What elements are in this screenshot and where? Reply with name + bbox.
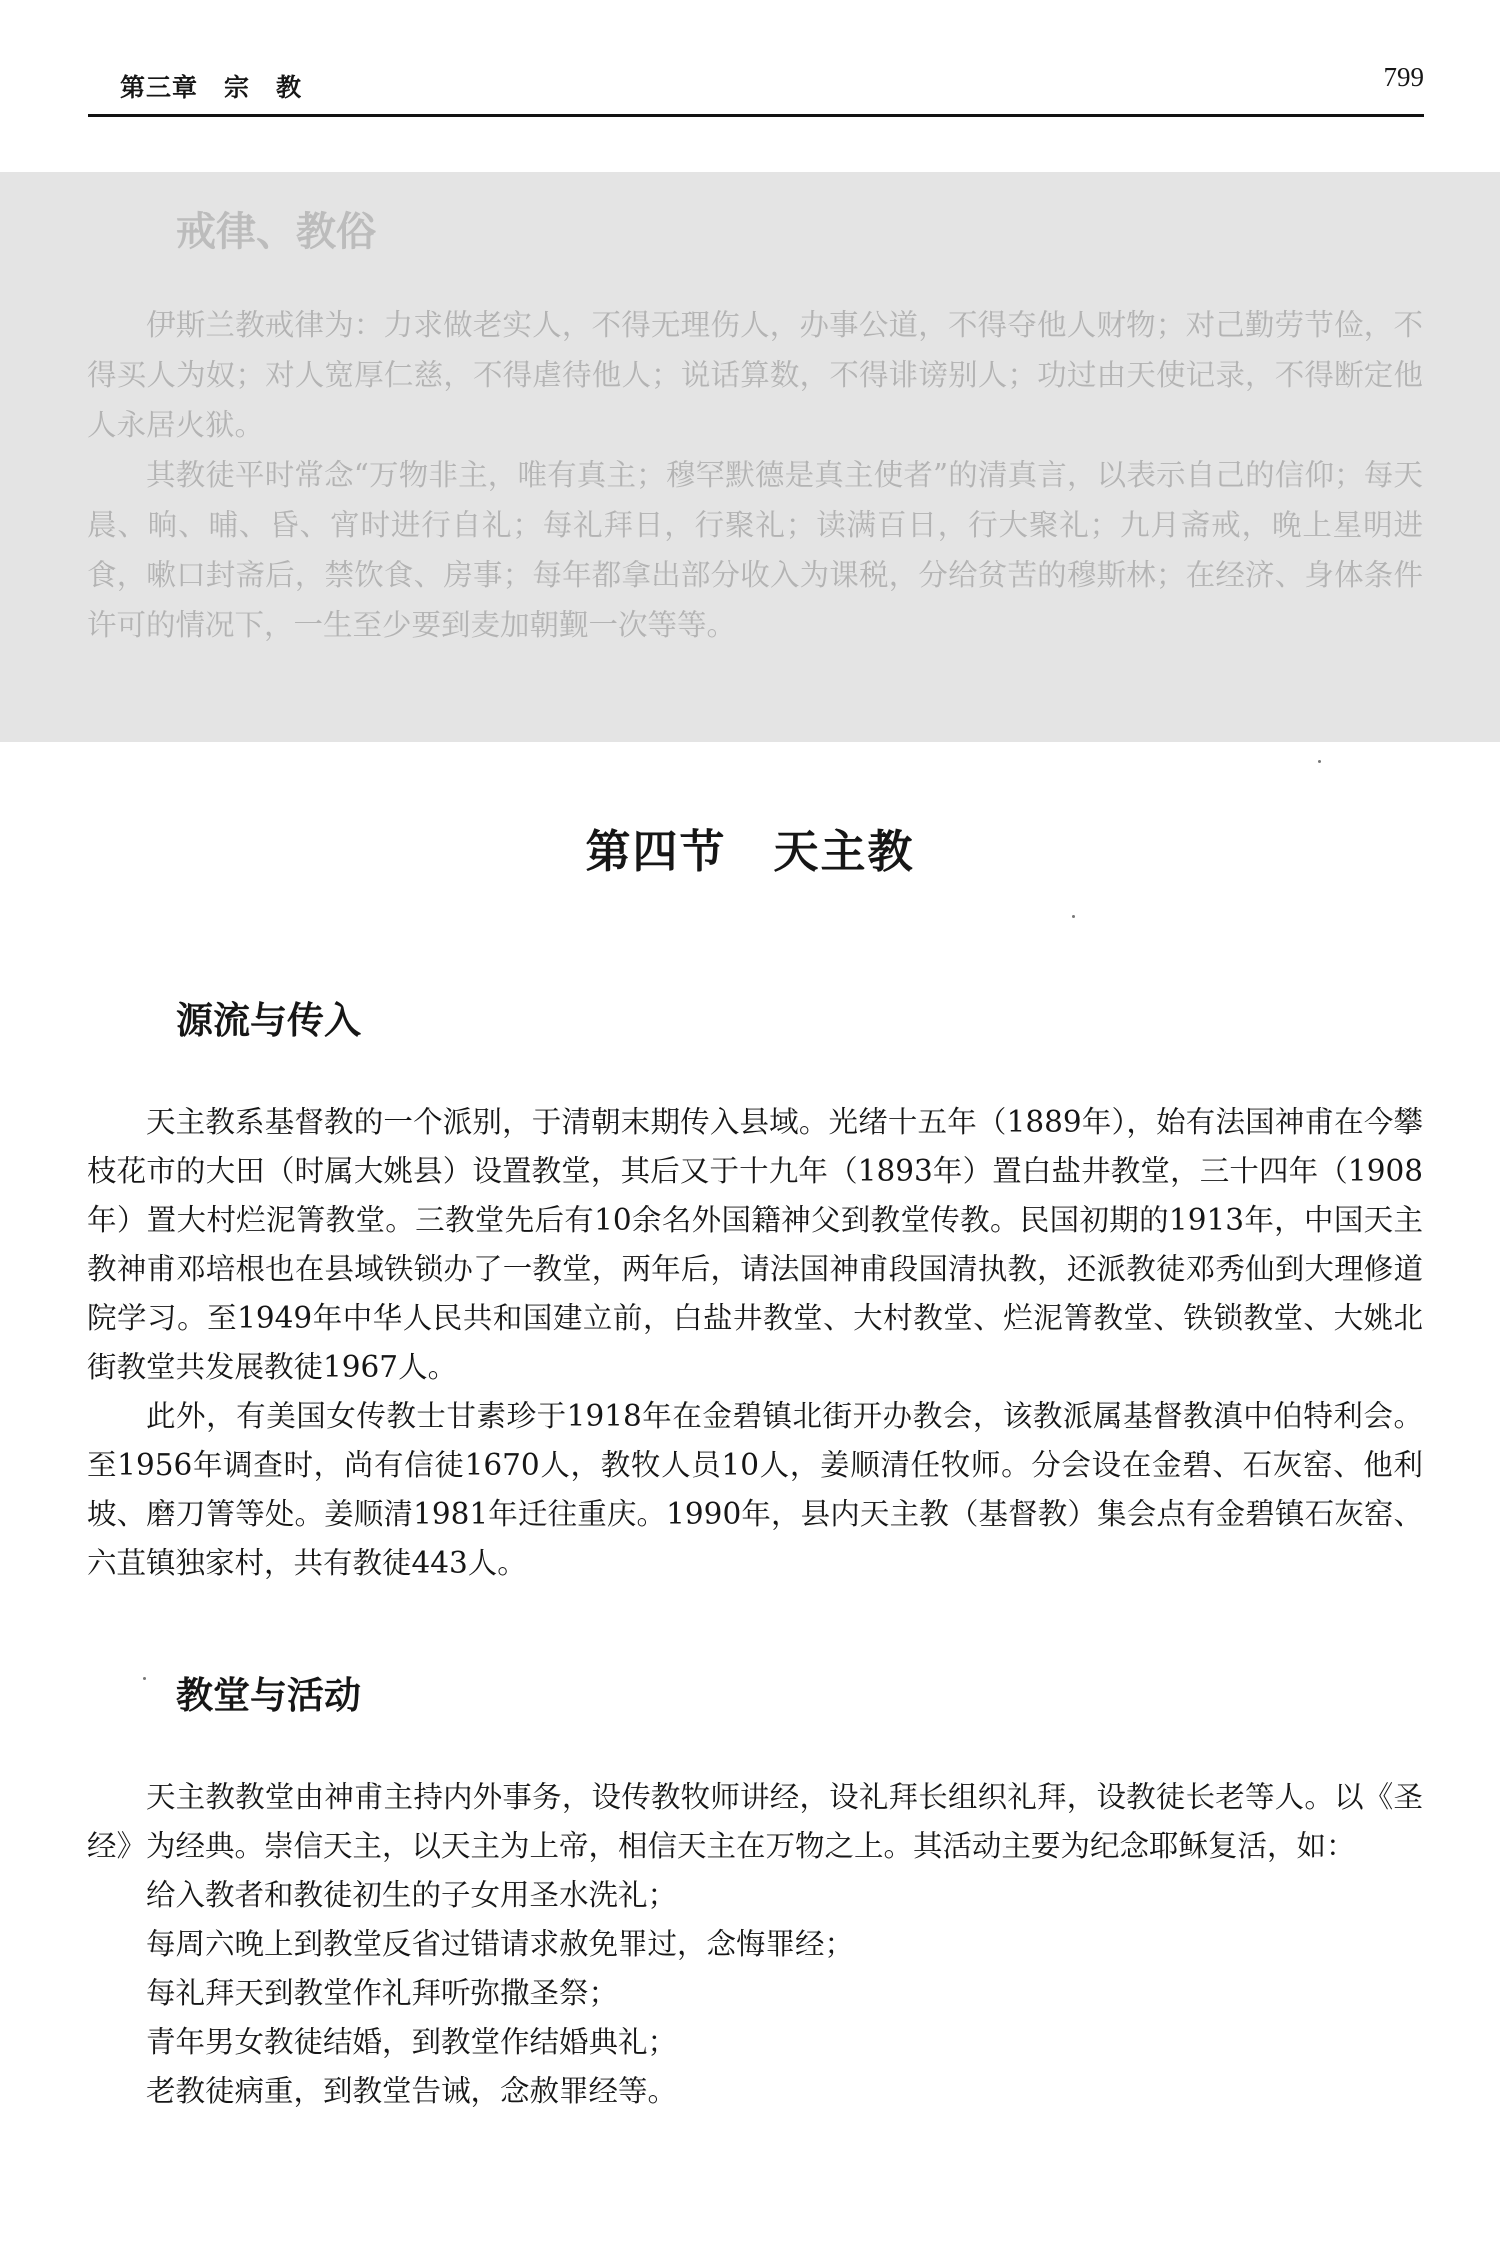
section-title: 第四节 天主教	[585, 825, 915, 878]
paragraph: 天主教教堂由神甫主持内外事务，设传教牧师讲经，设礼拜长组织礼拜，设教徒长老等人。以《圣经》为经典。崇信天主，以天主为上帝，相信天主在万物之上。其活动主要为纪念耶稣复活，如：	[87, 1780, 1423, 1863]
list-item: 青年男女教徒结婚，到教堂作结婚典礼；	[146, 2025, 678, 2059]
scan-speck	[1318, 760, 1321, 763]
running-header	[88, 62, 1424, 116]
subheading-churches: 教堂与活动	[176, 1674, 361, 1717]
faded-previous-section	[0, 172, 1500, 742]
churches-body	[87, 1773, 1423, 2116]
list-item: 给入教者和教徒初生的子女用圣水洗礼；	[146, 1878, 678, 1912]
faded-section-heading: 戒律、教俗	[176, 209, 376, 255]
scan-speck	[1072, 915, 1075, 918]
origin-body	[87, 1098, 1423, 1588]
chapter-title: 第三章 宗 教	[120, 73, 303, 102]
faded-section-body	[87, 300, 1423, 650]
faded-paragraph: 其教徒平时常念“万物非主，唯有真主；穆罕默德是真主使者”的清真言，以表示自己的信仰；每天晨、晌、晡、昏、宵时进行自礼；每礼拜日，行聚礼；读满百日，行大聚礼；九月斋戒，晚上星明进食，嗽口封斋后，禁饮食、房事；每年都拿出部分收入为课税，分给贫苦的穆斯林；在经济、身体条件许可的情况下，一生至少要到麦加朝觐一次等等。	[87, 458, 1423, 642]
page-number: 799	[1383, 62, 1424, 92]
list-item: 每礼拜天到教堂作礼拜听弥撒圣祭；	[146, 1976, 619, 2010]
list-item: 每周六晚上到教堂反省过错请求赦免罪过，念悔罪经；	[146, 1927, 855, 1961]
scan-speck	[143, 1677, 146, 1680]
subheading-origin: 源流与传入	[176, 999, 361, 1042]
paragraph: 此外，有美国女传教士甘素珍于1918年在金碧镇北街开办教会，该教派属基督教滇中伯特利会。至1956年调查时，尚有信徒1670人，教牧人员10人，姜顺清任牧师。分会设在金碧、石灰窑、他利坡、磨刀箐等处。姜顺清1981年迁往重庆。1990年，县内天主教（基督教）集会点有金碧镇石灰窑、六苴镇独家村，共有教徒443人。	[87, 1399, 1423, 1580]
faded-paragraph: 伊斯兰教戒律为：力求做老实人，不得无理伤人，办事公道，不得夺他人财物；对己勤劳节俭，不得买人为奴；对人宽厚仁慈，不得虐待他人；说话算数，不得诽谤别人；功过由天使记录，不得断定他人永居火狱。	[87, 308, 1423, 442]
list-item: 老教徒病重，到教堂告诫，念赦罪经等。	[146, 2074, 678, 2108]
paragraph: 天主教系基督教的一个派别，于清朝末期传入县域。光绪十五年（1889年），始有法国神甫在今攀枝花市的大田（时属大姚县）设置教堂，其后又于十九年（1893年）置白盐井教堂，三十四年（1908年）置大村烂泥箐教堂。三教堂先后有10余名外国籍神父到教堂传教。民国初期的1913年，中国天主教神甫邓培根也在县域铁锁办了一教堂，两年后，请法国神甫段国清执教，还派教徒邓秀仙到大理修道院学习。至1949年中华人民共和国建立前，白盐井教堂、大村教堂、烂泥箐教堂、铁锁教堂、大姚北街教堂共发展教徒1967人。	[87, 1105, 1423, 1384]
header-rule	[88, 114, 1424, 117]
